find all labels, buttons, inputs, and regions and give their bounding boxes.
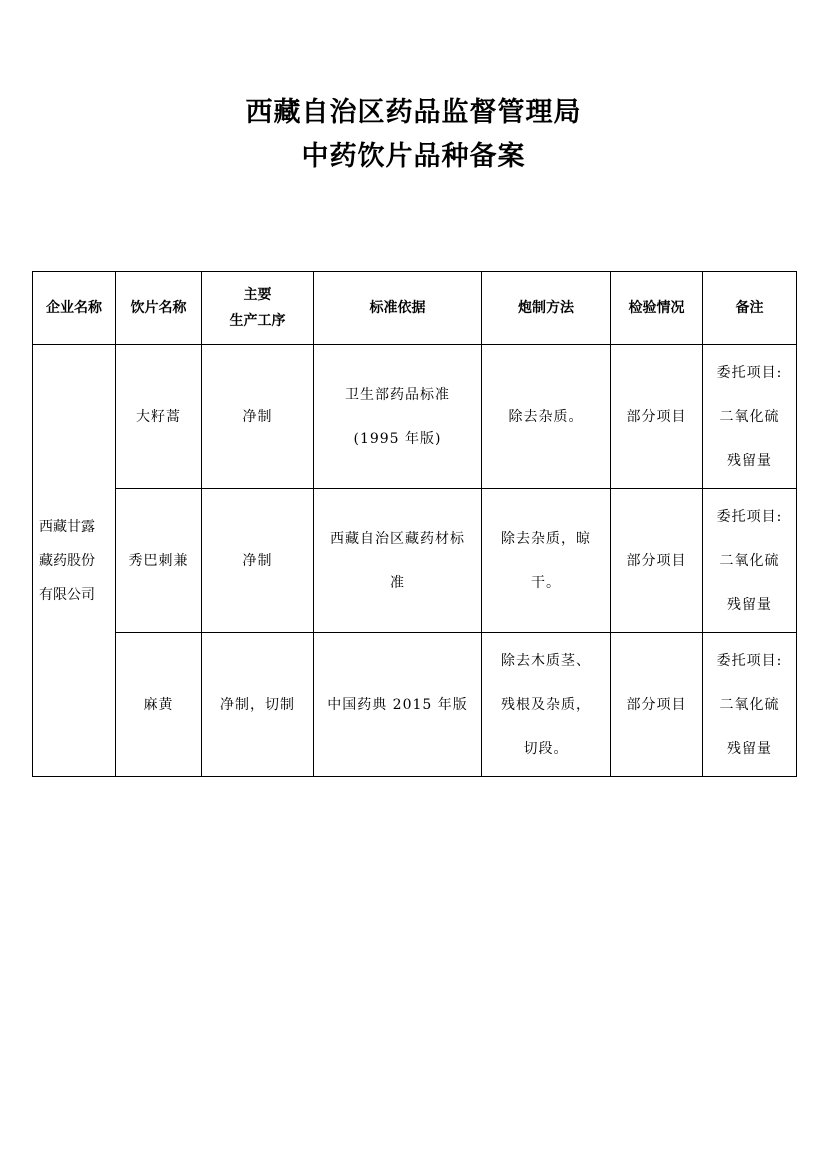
- header-method: 炮制方法: [482, 272, 611, 345]
- remark-line1: 委托项目:: [716, 652, 783, 669]
- inspection-cell: [611, 633, 703, 777]
- inspection: 部分项目: [626, 408, 687, 425]
- piece-name-cell: [116, 345, 202, 489]
- remark-line3: 残留量: [727, 452, 772, 469]
- standard-line2: 准: [390, 574, 405, 591]
- company-cell: [33, 345, 116, 777]
- inspection: 部分项目: [626, 696, 687, 713]
- method-cell: [482, 489, 611, 633]
- inspection-cell: [611, 345, 703, 489]
- filing-table: [32, 271, 797, 777]
- inspection-cell: [611, 489, 703, 633]
- remark-line2: 二氧化硫: [719, 408, 780, 425]
- remark-line1: 委托项目:: [716, 508, 783, 525]
- method-line2: 干。: [531, 574, 561, 591]
- table-row: [33, 633, 797, 777]
- piece-name: 大籽蒿: [136, 408, 181, 425]
- remark-cell: [703, 633, 797, 777]
- piece-name-cell: [116, 633, 202, 777]
- document-title: 西藏自治区药品监督管理局: [245, 97, 582, 128]
- standard-line1: 中国药典 2015 年版: [327, 696, 468, 713]
- header-main-process: [202, 272, 314, 345]
- standard-cell: [314, 345, 482, 489]
- process: 净制，切制: [220, 696, 295, 713]
- company-line1: 西藏甘露: [39, 518, 95, 535]
- method-line1: 除去杂质。: [508, 408, 584, 425]
- standard-cell: [314, 633, 482, 777]
- company-line2: 藏药股份: [39, 552, 95, 569]
- standard-line1: 卫生部药品标准: [345, 386, 450, 403]
- remark-cell: [703, 345, 797, 489]
- method-line1: 除去木质茎、: [501, 652, 591, 669]
- method-line1: 除去杂质，晾: [501, 530, 591, 547]
- header-process-line2: 生产工序: [229, 313, 286, 329]
- table-row: [33, 345, 797, 489]
- document-subtitle: 中药饮片品种备案: [301, 141, 526, 172]
- standard-line1: 西藏自治区藏药材标: [330, 530, 465, 547]
- company-line3: 有限公司: [39, 586, 95, 603]
- header-process-line1: 主要: [243, 287, 272, 303]
- remark-cell: [703, 489, 797, 633]
- standard-line2: (1995 年版): [353, 430, 442, 447]
- header-remark: 备注: [703, 272, 797, 345]
- header-standard: 标准依据: [314, 272, 482, 345]
- piece-name: 麻黄: [143, 696, 174, 713]
- process: 净制: [242, 552, 273, 569]
- remark-line3: 残留量: [727, 596, 772, 613]
- method-cell: [482, 345, 611, 489]
- process-cell: [202, 633, 314, 777]
- process-cell: [202, 345, 314, 489]
- standard-cell: [314, 489, 482, 633]
- remark-line2: 二氧化硫: [719, 552, 780, 569]
- method-line2: 残根及杂质，: [501, 696, 591, 713]
- method-line3: 切段。: [523, 740, 569, 757]
- process: 净制: [242, 408, 273, 425]
- method-cell: [482, 633, 611, 777]
- header-inspection: 检验情况: [611, 272, 703, 345]
- header-company: 企业名称: [33, 272, 116, 345]
- table-row: [33, 489, 797, 633]
- piece-name-cell: [116, 489, 202, 633]
- remark-line1: 委托项目:: [716, 364, 783, 381]
- inspection: 部分项目: [626, 552, 687, 569]
- piece-name: 秀巴刺兼: [128, 552, 189, 569]
- process-cell: [202, 489, 314, 633]
- header-row: [33, 272, 797, 345]
- remark-line3: 残留量: [727, 740, 772, 757]
- header-piece-name: 饮片名称: [116, 272, 202, 345]
- remark-line2: 二氧化硫: [719, 696, 780, 713]
